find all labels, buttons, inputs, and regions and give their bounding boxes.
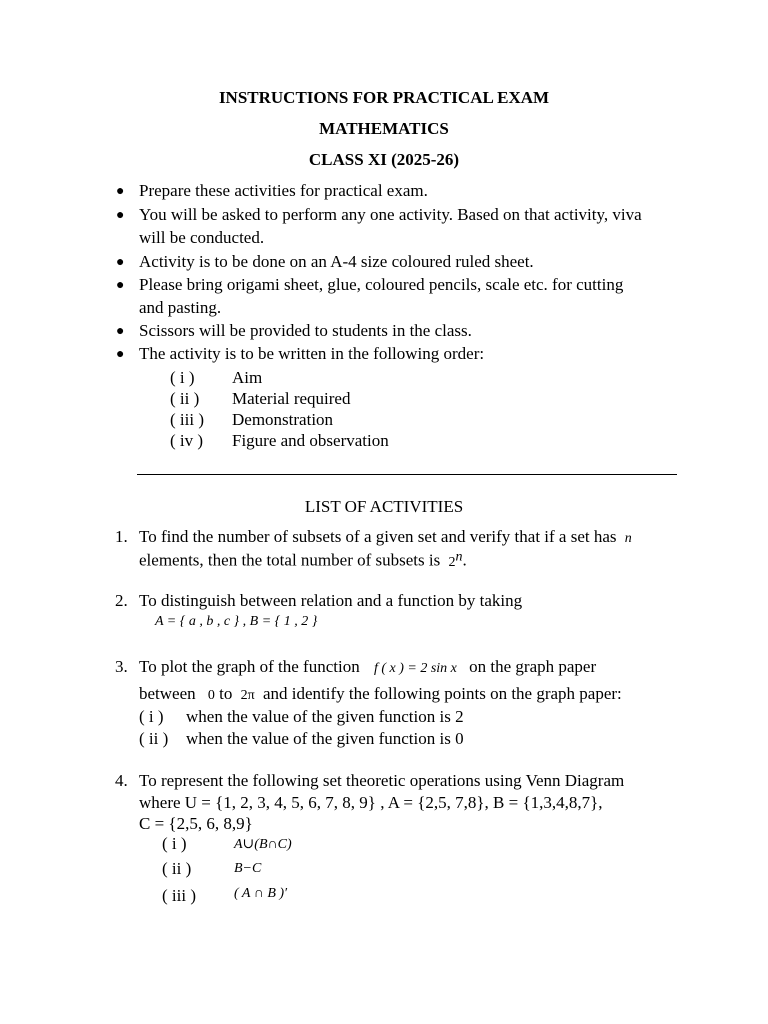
bullet-icon: ● — [116, 184, 125, 199]
order-label: Material required — [232, 389, 351, 408]
activity-number: 4. — [115, 771, 128, 790]
order-number: ( iv ) — [170, 431, 204, 450]
activity-number: 2. — [115, 591, 128, 610]
section-divider — [137, 474, 677, 475]
instruction-item: Prepare these activities for practical exam. — [139, 181, 428, 200]
activity-text — [139, 657, 596, 677]
activities-heading: LIST OF ACTIVITIES — [304, 497, 464, 516]
instruction-item-continued: will be conducted. — [139, 228, 265, 247]
bullet-icon: ● — [116, 347, 125, 362]
class-title: CLASS XI (2025-26) — [308, 150, 460, 169]
activity-text — [139, 549, 467, 571]
activity-text: To distinguish between relation and a function by taking — [139, 591, 523, 610]
order-label: Aim — [232, 368, 263, 387]
page-title: INSTRUCTIONS FOR PRACTICAL EXAM — [218, 88, 550, 107]
bullet-icon: ● — [116, 208, 125, 223]
set-expression: B−C — [234, 861, 262, 876]
order-label: Demonstration — [232, 410, 334, 429]
range-start: 0 — [207, 688, 215, 703]
sets-expression: A = { a , b , c } , B = { 1 , 2 } — [155, 614, 318, 629]
set-expression: A∪(B∩C) — [234, 837, 292, 852]
sub-number: ( i ) — [139, 707, 164, 726]
sub-number: ( ii ) — [162, 859, 192, 878]
activity-number: 3. — [115, 657, 128, 676]
activity-line: To find the number of subsets of a given set and verify that if a set has — [139, 527, 617, 546]
instruction-item-continued: and pasting. — [139, 298, 222, 317]
order-label: Figure and observation — [232, 431, 389, 450]
bullet-icon: ● — [116, 255, 125, 270]
instruction-item: The activity is to be written in the following order: — [139, 344, 485, 363]
activity-text: where U = {1, 2, 3, 4, 5, 6, 7, 8, 9} , A = {2,5, 7,8}, B = {1,3,4,8,7}, — [139, 793, 603, 812]
activity-line: to — [219, 684, 233, 703]
subject-title: MATHEMATICS — [319, 119, 449, 138]
activity-text: To represent the following set theoretic operations using Venn Diagram — [139, 771, 625, 790]
instruction-item: Activity is to be done on an A-4 size coloured ruled sheet. — [139, 252, 534, 271]
instruction-item: You will be asked to perform any one activity. Based on that activity, viva — [139, 205, 642, 224]
bullet-icon: ● — [116, 324, 125, 339]
activity-line: and identify the following points on the graph paper: — [262, 684, 622, 703]
activity-text — [139, 527, 632, 547]
activity-line: on the graph paper — [469, 657, 597, 676]
activity-text: C = {2,5, 6, 8,9} — [139, 814, 253, 833]
power-exponent: n — [455, 549, 463, 564]
order-number: ( iii ) — [170, 410, 204, 429]
instruction-item: Please bring origami sheet, glue, coloured pencils, scale etc. for cutting — [139, 275, 624, 294]
math-variable: n — [624, 531, 632, 546]
range-end: 2π — [240, 688, 255, 703]
sub-number: ( ii ) — [139, 729, 169, 748]
sub-number: ( i ) — [162, 834, 187, 853]
order-number: ( i ) — [170, 368, 195, 387]
activity-line: elements, then the total number of subsets is — [139, 550, 441, 570]
order-number: ( ii ) — [170, 389, 200, 408]
bullet-icon: ● — [116, 278, 125, 293]
instruction-item: Scissors will be provided to students in the class. — [139, 321, 472, 340]
power-expression — [448, 549, 463, 570]
sub-text: when the value of the given function is 2 — [186, 707, 464, 726]
function-expression: f ( x ) = 2 sin x — [373, 661, 457, 676]
period: . — [462, 550, 467, 570]
activity-number: 1. — [115, 527, 128, 546]
activity-text — [139, 684, 622, 704]
sub-text: when the value of the given function is 0 — [186, 729, 464, 748]
set-expression: ( A ∩ B )′ — [234, 886, 288, 901]
power-base: 2 — [448, 554, 456, 570]
activity-line: between — [139, 684, 196, 703]
activity-line: To plot the graph of the function — [139, 657, 360, 676]
sub-number: ( iii ) — [162, 886, 196, 905]
